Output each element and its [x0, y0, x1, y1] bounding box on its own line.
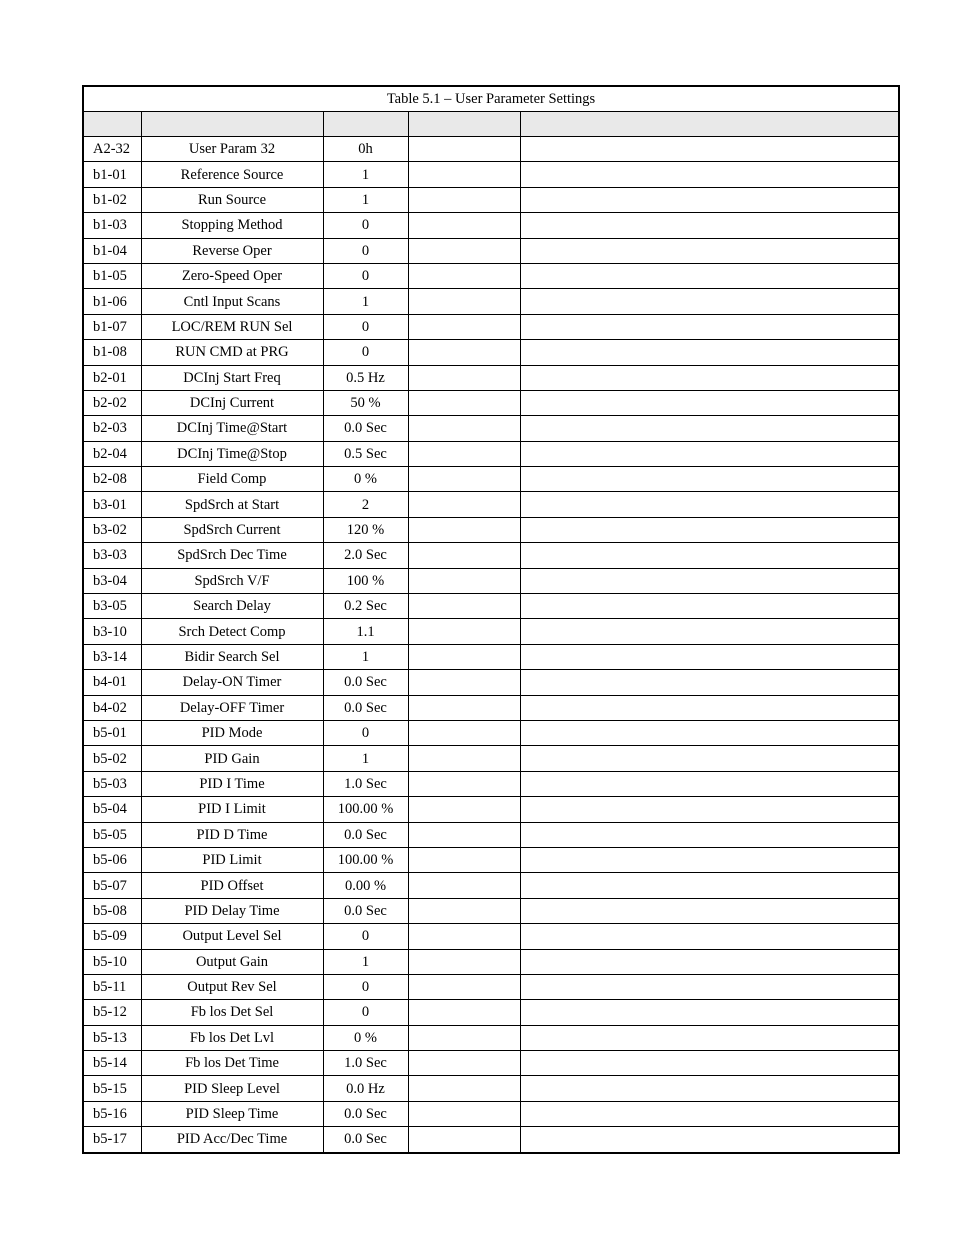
- default-value-cell: 2: [323, 492, 408, 517]
- default-value-cell: 1.0 Sec: [323, 771, 408, 796]
- table-row: [83, 924, 899, 949]
- table-row: [83, 619, 899, 644]
- default-value-cell: 1: [323, 949, 408, 974]
- parameter-code-cell: b5-05: [83, 822, 141, 847]
- parameter-code-cell: b3-05: [83, 594, 141, 619]
- default-value-cell: 0.0 Sec: [323, 695, 408, 720]
- parameter-name-cell: Bidir Search Sel: [141, 644, 323, 669]
- notes-cell: [520, 797, 899, 822]
- parameter-name-cell: Output Rev Sel: [141, 974, 323, 999]
- notes-cell: [520, 340, 899, 365]
- parameter-name-cell: Reverse Oper: [141, 238, 323, 263]
- notes-cell: [520, 467, 899, 492]
- default-value-cell: 1.1: [323, 619, 408, 644]
- notes-cell: [520, 162, 899, 187]
- parameter-code-cell: b5-02: [83, 746, 141, 771]
- notes-cell: [520, 365, 899, 390]
- parameter-code-cell: b3-01: [83, 492, 141, 517]
- parameter-code-cell: b5-16: [83, 1101, 141, 1126]
- parameter-name-cell: Srch Detect Comp: [141, 619, 323, 644]
- table-row: [83, 543, 899, 568]
- default-value-cell: 120 %: [323, 517, 408, 542]
- parameter-name-cell: Zero-Speed Oper: [141, 263, 323, 288]
- notes-cell: [520, 619, 899, 644]
- parameter-code-cell: b1-04: [83, 238, 141, 263]
- user-setting-cell: [408, 974, 520, 999]
- parameter-code-cell: b5-06: [83, 847, 141, 872]
- parameter-name-cell: PID Gain: [141, 746, 323, 771]
- parameter-code-cell: b2-02: [83, 390, 141, 415]
- notes-cell: [520, 263, 899, 288]
- parameter-name-cell: Cntl Input Scans: [141, 289, 323, 314]
- table-body: [83, 86, 899, 1153]
- user-setting-cell: [408, 1025, 520, 1050]
- table-title-row: [83, 86, 899, 112]
- user-setting-cell: [408, 822, 520, 847]
- parameter-name-cell: Stopping Method: [141, 213, 323, 238]
- user-setting-cell: [408, 416, 520, 441]
- default-value-cell: 0: [323, 1000, 408, 1025]
- parameter-name-cell: Fb los Det Time: [141, 1051, 323, 1076]
- user-setting-cell: [408, 340, 520, 365]
- table-row: [83, 441, 899, 466]
- parameter-code-cell: b3-02: [83, 517, 141, 542]
- parameter-name-cell: SpdSrch Dec Time: [141, 543, 323, 568]
- user-setting-cell: [408, 238, 520, 263]
- notes-cell: [520, 441, 899, 466]
- user-setting-cell: [408, 1076, 520, 1101]
- user-setting-cell: [408, 644, 520, 669]
- parameter-name-cell: DCInj Start Freq: [141, 365, 323, 390]
- user-setting-cell: [408, 1127, 520, 1153]
- notes-cell: [520, 822, 899, 847]
- user-setting-cell: [408, 543, 520, 568]
- parameter-name-cell: Output Level Sel: [141, 924, 323, 949]
- user-setting-cell: [408, 213, 520, 238]
- user-setting-cell: [408, 771, 520, 796]
- table-row: [83, 1076, 899, 1101]
- header-cell-setting: [408, 112, 520, 137]
- notes-cell: [520, 568, 899, 593]
- default-value-cell: 0.0 Sec: [323, 1127, 408, 1153]
- notes-cell: [520, 746, 899, 771]
- notes-cell: [520, 390, 899, 415]
- notes-cell: [520, 213, 899, 238]
- parameter-code-cell: b1-02: [83, 187, 141, 212]
- table-row: [83, 390, 899, 415]
- notes-cell: [520, 416, 899, 441]
- user-setting-cell: [408, 594, 520, 619]
- default-value-cell: 0: [323, 263, 408, 288]
- parameter-code-cell: b1-07: [83, 314, 141, 339]
- user-setting-cell: [408, 137, 520, 162]
- user-setting-cell: [408, 847, 520, 872]
- user-setting-cell: [408, 619, 520, 644]
- table-row: [83, 1127, 899, 1153]
- parameter-name-cell: PID Limit: [141, 847, 323, 872]
- table-row: [83, 238, 899, 263]
- default-value-cell: 1.0 Sec: [323, 1051, 408, 1076]
- default-value-cell: 1: [323, 746, 408, 771]
- notes-cell: [520, 771, 899, 796]
- table-row: [83, 670, 899, 695]
- default-value-cell: 100 %: [323, 568, 408, 593]
- user-setting-cell: [408, 1101, 520, 1126]
- parameter-code-cell: b2-04: [83, 441, 141, 466]
- parameter-code-cell: b3-03: [83, 543, 141, 568]
- notes-cell: [520, 695, 899, 720]
- default-value-cell: 0.0 Sec: [323, 1101, 408, 1126]
- parameter-name-cell: User Param 32: [141, 137, 323, 162]
- table-row: [83, 746, 899, 771]
- notes-cell: [520, 873, 899, 898]
- parameter-name-cell: Reference Source: [141, 162, 323, 187]
- table-row: [83, 263, 899, 288]
- notes-cell: [520, 1076, 899, 1101]
- parameter-code-cell: A2-32: [83, 137, 141, 162]
- table-row: [83, 187, 899, 212]
- default-value-cell: 0 %: [323, 467, 408, 492]
- parameter-code-cell: b5-09: [83, 924, 141, 949]
- user-setting-cell: [408, 162, 520, 187]
- table-row: [83, 898, 899, 923]
- notes-cell: [520, 1025, 899, 1050]
- user-setting-cell: [408, 670, 520, 695]
- parameter-name-cell: SpdSrch Current: [141, 517, 323, 542]
- user-setting-cell: [408, 441, 520, 466]
- notes-cell: [520, 1101, 899, 1126]
- parameter-name-cell: Delay-ON Timer: [141, 670, 323, 695]
- user-setting-cell: [408, 924, 520, 949]
- default-value-cell: 0: [323, 974, 408, 999]
- table-title: Table 5.1 – User Parameter Settings: [83, 86, 899, 112]
- table-row: [83, 873, 899, 898]
- parameter-name-cell: LOC/REM RUN Sel: [141, 314, 323, 339]
- notes-cell: [520, 187, 899, 212]
- notes-cell: [520, 670, 899, 695]
- user-setting-cell: [408, 797, 520, 822]
- notes-cell: [520, 543, 899, 568]
- parameter-name-cell: SpdSrch at Start: [141, 492, 323, 517]
- default-value-cell: 100.00 %: [323, 847, 408, 872]
- default-value-cell: 1: [323, 162, 408, 187]
- parameter-code-cell: b1-05: [83, 263, 141, 288]
- parameter-code-cell: b5-12: [83, 1000, 141, 1025]
- parameter-name-cell: PID Sleep Level: [141, 1076, 323, 1101]
- parameter-code-cell: b3-14: [83, 644, 141, 669]
- notes-cell: [520, 974, 899, 999]
- notes-cell: [520, 137, 899, 162]
- parameter-name-cell: Field Comp: [141, 467, 323, 492]
- user-setting-cell: [408, 314, 520, 339]
- parameter-code-cell: b5-01: [83, 720, 141, 745]
- table-row: [83, 797, 899, 822]
- default-value-cell: 0: [323, 238, 408, 263]
- parameter-code-cell: b3-04: [83, 568, 141, 593]
- table-row: [83, 1101, 899, 1126]
- parameter-code-cell: b5-14: [83, 1051, 141, 1076]
- table-row: [83, 771, 899, 796]
- user-setting-cell: [408, 695, 520, 720]
- parameter-name-cell: DCInj Time@Stop: [141, 441, 323, 466]
- table-row: [83, 365, 899, 390]
- user-setting-cell: [408, 390, 520, 415]
- user-setting-cell: [408, 898, 520, 923]
- notes-cell: [520, 949, 899, 974]
- default-value-cell: 50 %: [323, 390, 408, 415]
- default-value-cell: 0h: [323, 137, 408, 162]
- parameter-code-cell: b2-08: [83, 467, 141, 492]
- table-row: [83, 1000, 899, 1025]
- table-row: [83, 822, 899, 847]
- notes-cell: [520, 1051, 899, 1076]
- notes-cell: [520, 924, 899, 949]
- header-cell-name: [141, 112, 323, 137]
- default-value-cell: 0: [323, 213, 408, 238]
- default-value-cell: 0 %: [323, 1025, 408, 1050]
- parameter-code-cell: b3-10: [83, 619, 141, 644]
- default-value-cell: 0.0 Sec: [323, 822, 408, 847]
- default-value-cell: 0: [323, 340, 408, 365]
- parameter-code-cell: b4-01: [83, 670, 141, 695]
- notes-cell: [520, 644, 899, 669]
- notes-cell: [520, 517, 899, 542]
- table-row: [83, 695, 899, 720]
- table-row: [83, 1051, 899, 1076]
- parameter-name-cell: PID Mode: [141, 720, 323, 745]
- parameter-code-cell: b1-06: [83, 289, 141, 314]
- parameter-name-cell: Delay-OFF Timer: [141, 695, 323, 720]
- notes-cell: [520, 1000, 899, 1025]
- user-setting-cell: [408, 187, 520, 212]
- user-setting-cell: [408, 263, 520, 288]
- table-row: [83, 568, 899, 593]
- user-setting-cell: [408, 517, 520, 542]
- default-value-cell: 1: [323, 644, 408, 669]
- user-setting-cell: [408, 949, 520, 974]
- parameter-name-cell: DCInj Time@Start: [141, 416, 323, 441]
- table-row: [83, 492, 899, 517]
- header-cell-default: [323, 112, 408, 137]
- notes-cell: [520, 492, 899, 517]
- parameter-name-cell: PID D Time: [141, 822, 323, 847]
- table-row: [83, 974, 899, 999]
- parameter-code-cell: b5-08: [83, 898, 141, 923]
- table-row: [83, 340, 899, 365]
- parameter-code-cell: b5-15: [83, 1076, 141, 1101]
- parameter-code-cell: b1-08: [83, 340, 141, 365]
- table-row: [83, 949, 899, 974]
- table-header-row: [83, 112, 899, 137]
- table-row: [83, 720, 899, 745]
- default-value-cell: 0.0 Sec: [323, 670, 408, 695]
- notes-cell: [520, 594, 899, 619]
- table-row: [83, 416, 899, 441]
- default-value-cell: 1: [323, 289, 408, 314]
- notes-cell: [520, 314, 899, 339]
- parameter-name-cell: Fb los Det Lvl: [141, 1025, 323, 1050]
- parameter-name-cell: Fb los Det Sel: [141, 1000, 323, 1025]
- notes-cell: [520, 898, 899, 923]
- parameter-name-cell: Output Gain: [141, 949, 323, 974]
- default-value-cell: 100.00 %: [323, 797, 408, 822]
- user-setting-cell: [408, 1051, 520, 1076]
- parameter-code-cell: b1-03: [83, 213, 141, 238]
- user-setting-cell: [408, 365, 520, 390]
- header-cell-parameter: [83, 112, 141, 137]
- parameter-name-cell: PID Offset: [141, 873, 323, 898]
- table-row: [83, 847, 899, 872]
- parameter-code-cell: b4-02: [83, 695, 141, 720]
- user-setting-cell: [408, 568, 520, 593]
- parameter-code-cell: b5-03: [83, 771, 141, 796]
- user-parameter-table: [82, 85, 900, 1154]
- user-setting-cell: [408, 873, 520, 898]
- table-row: [83, 162, 899, 187]
- parameter-name-cell: SpdSrch V/F: [141, 568, 323, 593]
- user-setting-cell: [408, 467, 520, 492]
- parameter-code-cell: b5-13: [83, 1025, 141, 1050]
- table-row: [83, 213, 899, 238]
- default-value-cell: 0.5 Sec: [323, 441, 408, 466]
- parameter-name-cell: PID Acc/Dec Time: [141, 1127, 323, 1153]
- default-value-cell: 0.0 Sec: [323, 898, 408, 923]
- table-row: [83, 594, 899, 619]
- default-value-cell: 0.2 Sec: [323, 594, 408, 619]
- parameter-name-cell: PID Sleep Time: [141, 1101, 323, 1126]
- table-row: [83, 517, 899, 542]
- parameter-name-cell: PID Delay Time: [141, 898, 323, 923]
- user-setting-cell: [408, 1000, 520, 1025]
- parameter-code-cell: b5-17: [83, 1127, 141, 1153]
- parameter-code-cell: b2-03: [83, 416, 141, 441]
- default-value-cell: 0.5 Hz: [323, 365, 408, 390]
- default-value-cell: 0.00 %: [323, 873, 408, 898]
- table-row: [83, 137, 899, 162]
- parameter-name-cell: PID I Time: [141, 771, 323, 796]
- parameter-code-cell: b5-10: [83, 949, 141, 974]
- parameter-name-cell: Run Source: [141, 187, 323, 212]
- header-cell-notes: [520, 112, 899, 137]
- table-row: [83, 644, 899, 669]
- default-value-cell: 0.0 Sec: [323, 416, 408, 441]
- parameter-name-cell: Search Delay: [141, 594, 323, 619]
- default-value-cell: 1: [323, 187, 408, 212]
- parameter-name-cell: RUN CMD at PRG: [141, 340, 323, 365]
- notes-cell: [520, 847, 899, 872]
- notes-cell: [520, 289, 899, 314]
- parameter-code-cell: b1-01: [83, 162, 141, 187]
- notes-cell: [520, 238, 899, 263]
- table-row: [83, 1025, 899, 1050]
- parameter-name-cell: PID I Limit: [141, 797, 323, 822]
- default-value-cell: 2.0 Sec: [323, 543, 408, 568]
- user-setting-cell: [408, 746, 520, 771]
- table-row: [83, 314, 899, 339]
- user-setting-cell: [408, 492, 520, 517]
- default-value-cell: 0.0 Hz: [323, 1076, 408, 1101]
- user-setting-cell: [408, 289, 520, 314]
- user-setting-cell: [408, 720, 520, 745]
- table-row: [83, 289, 899, 314]
- parameter-code-cell: b5-07: [83, 873, 141, 898]
- parameter-code-cell: b2-01: [83, 365, 141, 390]
- table-row: [83, 467, 899, 492]
- notes-cell: [520, 720, 899, 745]
- default-value-cell: 0: [323, 314, 408, 339]
- notes-cell: [520, 1127, 899, 1153]
- parameter-code-cell: b5-04: [83, 797, 141, 822]
- parameter-code-cell: b5-11: [83, 974, 141, 999]
- parameter-name-cell: DCInj Current: [141, 390, 323, 415]
- default-value-cell: 0: [323, 924, 408, 949]
- default-value-cell: 0: [323, 720, 408, 745]
